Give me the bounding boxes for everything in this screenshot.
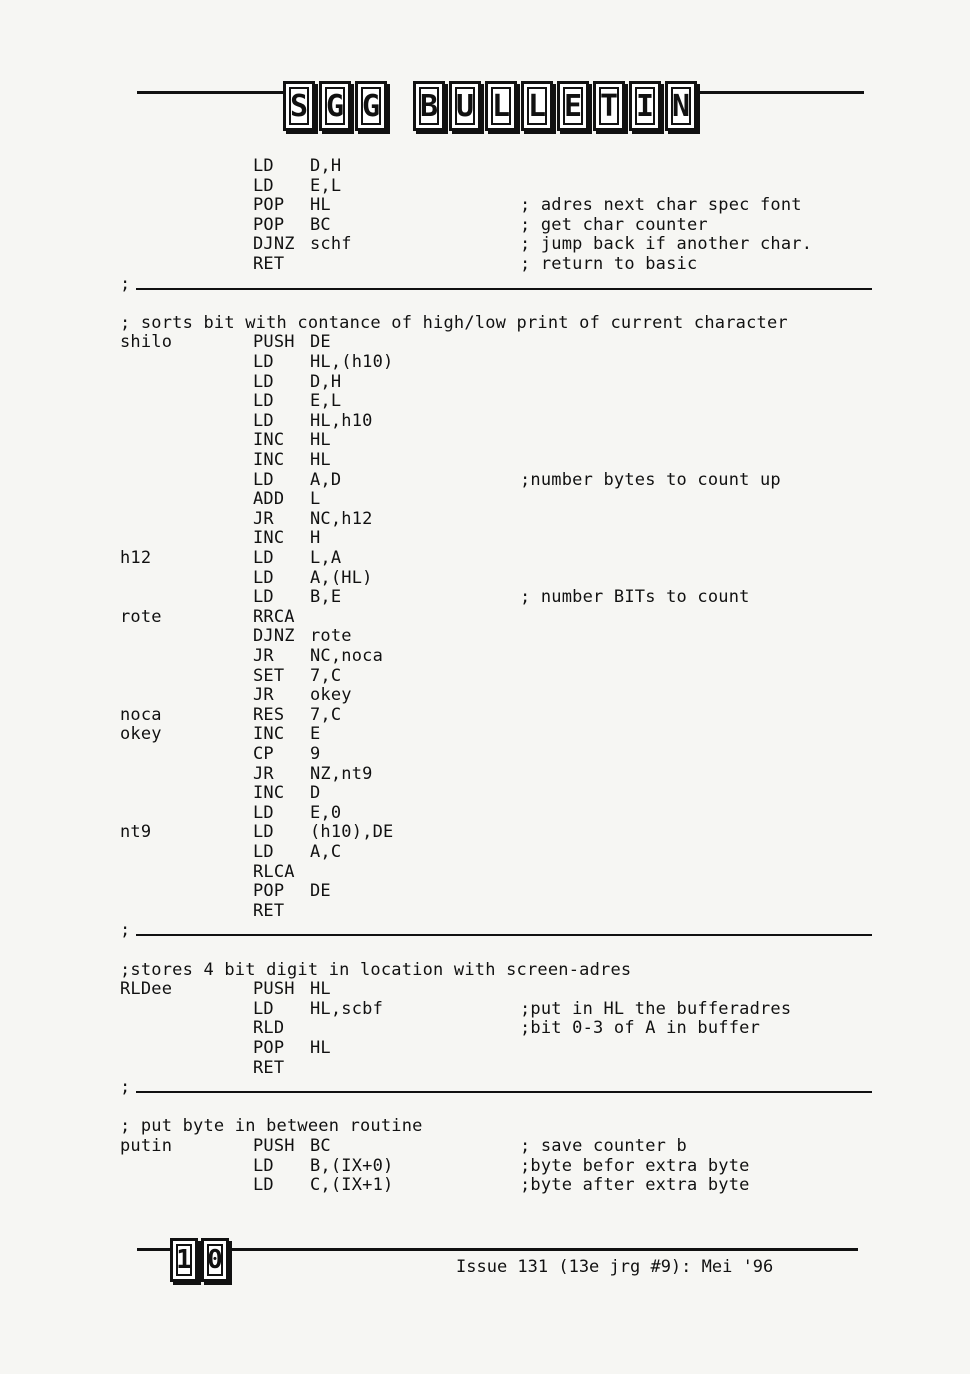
code-operand: D,H xyxy=(310,372,342,392)
separator-semicolon: ; xyxy=(120,1077,131,1097)
title-letter: L xyxy=(521,81,553,131)
code-label: nt9 xyxy=(120,822,152,842)
code-operand: 7,C xyxy=(310,705,342,725)
code-operand: HL xyxy=(310,979,331,999)
code-comment: ;put in HL the bufferadres xyxy=(520,999,792,1019)
section-separator xyxy=(120,1077,130,1097)
code-opcode: RRCA xyxy=(253,607,295,627)
code-opcode: LD xyxy=(253,470,274,490)
code-opcode: POP xyxy=(253,215,285,235)
code-opcode: LD xyxy=(253,176,274,196)
code-operand: L xyxy=(310,489,321,509)
title-letter: B xyxy=(413,81,445,131)
section-separator xyxy=(120,920,130,940)
title-letter: T xyxy=(593,81,625,131)
code-opcode: LD xyxy=(253,156,274,176)
code-opcode: RET xyxy=(253,901,285,921)
separator-rule xyxy=(136,934,872,936)
title-letter: E xyxy=(557,81,589,131)
code-opcode: LD xyxy=(253,803,274,823)
code-operand: C,(IX+1) xyxy=(310,1175,394,1195)
title-letter: G xyxy=(355,81,387,131)
header-rule-right xyxy=(668,91,864,94)
code-opcode: RLD xyxy=(253,1018,285,1038)
code-operand: 7,C xyxy=(310,666,342,686)
code-opcode: LD xyxy=(253,568,274,588)
code-opcode: INC xyxy=(253,528,285,548)
title-letter: U xyxy=(449,81,481,131)
code-operand: L,A xyxy=(310,548,342,568)
code-comment: ; return to basic xyxy=(520,254,698,274)
code-operand: rote xyxy=(310,626,352,646)
code-operand: HL,scbf xyxy=(310,999,384,1019)
section-comment: ;stores 4 bit digit in location with screen-adres xyxy=(120,960,632,980)
code-opcode: JR xyxy=(253,764,274,784)
code-operand: A,C xyxy=(310,842,342,862)
code-operand: D,H xyxy=(310,156,342,176)
title-letter: N xyxy=(665,81,697,131)
code-comment: ; jump back if another char. xyxy=(520,234,813,254)
code-opcode: JR xyxy=(253,646,274,666)
code-opcode: SET xyxy=(253,666,285,686)
separator-semicolon: ; xyxy=(120,274,131,294)
title-letter: G xyxy=(319,81,351,131)
title-letter: I xyxy=(629,81,661,131)
code-operand: D xyxy=(310,783,321,803)
code-operand: HL xyxy=(310,450,331,470)
code-operand: A,D xyxy=(310,470,342,490)
section-separator xyxy=(120,274,130,294)
code-label: rote xyxy=(120,607,162,627)
code-comment: ;number bytes to count up xyxy=(520,470,781,490)
header-rule-left xyxy=(137,91,285,94)
code-label: noca xyxy=(120,705,162,725)
code-operand: HL,h10 xyxy=(310,411,373,431)
code-opcode: PUSH xyxy=(253,979,295,999)
code-operand: okey xyxy=(310,685,352,705)
code-label: shilo xyxy=(120,332,173,352)
code-opcode: CP xyxy=(253,744,274,764)
code-opcode: LD xyxy=(253,548,274,568)
code-operand: H xyxy=(310,528,321,548)
code-opcode: LD xyxy=(253,372,274,392)
code-operand: NC,h12 xyxy=(310,509,373,529)
code-opcode: LD xyxy=(253,391,274,411)
footer-rule-right xyxy=(232,1248,858,1251)
bulletin-title xyxy=(283,78,697,134)
section-comment: ; sorts bit with contance of high/low print of current character xyxy=(120,313,788,333)
code-comment: ; get char counter xyxy=(520,215,708,235)
footer-rule-left xyxy=(137,1248,173,1251)
code-operand: B,E xyxy=(310,587,342,607)
code-operand: HL xyxy=(310,430,331,450)
code-comment: ; adres next char spec font xyxy=(520,195,802,215)
code-operand: B,(IX+0) xyxy=(310,1156,394,1176)
code-opcode: INC xyxy=(253,450,285,470)
code-operand: 9 xyxy=(310,744,321,764)
code-comment: ;byte after extra byte xyxy=(520,1175,750,1195)
code-opcode: PUSH xyxy=(253,1136,295,1156)
code-opcode: INC xyxy=(253,430,285,450)
code-label: okey xyxy=(120,724,162,744)
code-opcode: RET xyxy=(253,254,285,274)
code-operand: DE xyxy=(310,881,331,901)
code-opcode: INC xyxy=(253,783,285,803)
code-operand: E,0 xyxy=(310,803,342,823)
code-opcode: LD xyxy=(253,1175,274,1195)
section-comment: ; put byte in between routine xyxy=(120,1116,423,1136)
page-number xyxy=(170,1238,229,1282)
code-label: putin xyxy=(120,1136,173,1156)
separator-rule xyxy=(136,1091,872,1093)
code-opcode: LD xyxy=(253,842,274,862)
code-operand: HL xyxy=(310,195,331,215)
page-digit: 1 xyxy=(170,1238,198,1282)
issue-info: Issue 131 (13e jrg #9): Mei '96 xyxy=(456,1257,774,1277)
code-comment: ; save counter b xyxy=(520,1136,687,1156)
code-operand: HL,(h10) xyxy=(310,352,394,372)
code-operand: DE xyxy=(310,332,331,352)
code-opcode: LD xyxy=(253,1156,274,1176)
code-operand: A,(HL) xyxy=(310,568,373,588)
code-opcode: LD xyxy=(253,352,274,372)
code-operand: E xyxy=(310,724,321,744)
code-opcode: RES xyxy=(253,705,285,725)
code-opcode: ADD xyxy=(253,489,285,509)
separator-rule xyxy=(136,288,872,290)
code-label: h12 xyxy=(120,548,152,568)
title-letter: S xyxy=(283,81,315,131)
code-opcode: LD xyxy=(253,999,274,1019)
code-opcode: LD xyxy=(253,822,274,842)
code-operand: NC,noca xyxy=(310,646,384,666)
code-opcode: POP xyxy=(253,195,285,215)
code-operand: BC xyxy=(310,1136,331,1156)
code-opcode: JR xyxy=(253,685,274,705)
code-opcode: POP xyxy=(253,881,285,901)
code-opcode: LD xyxy=(253,587,274,607)
code-opcode: PUSH xyxy=(253,332,295,352)
code-comment: ;byte befor extra byte xyxy=(520,1156,750,1176)
code-operand: HL xyxy=(310,1038,331,1058)
code-opcode: DJNZ xyxy=(253,234,295,254)
code-operand: NZ,nt9 xyxy=(310,764,373,784)
code-opcode: LD xyxy=(253,411,274,431)
code-operand: E,L xyxy=(310,176,342,196)
code-operand: BC xyxy=(310,215,331,235)
code-comment: ; number BITs to count xyxy=(520,587,750,607)
code-operand: (h10),DE xyxy=(310,822,394,842)
code-label: RLDee xyxy=(120,979,173,999)
title-letter: L xyxy=(485,81,517,131)
page-digit: 0 xyxy=(201,1238,229,1282)
code-opcode: POP xyxy=(253,1038,285,1058)
code-opcode: JR xyxy=(253,509,274,529)
code-opcode: DJNZ xyxy=(253,626,295,646)
code-comment: ;bit 0-3 of A in buffer xyxy=(520,1018,761,1038)
code-operand: E,L xyxy=(310,391,342,411)
code-operand: schf xyxy=(310,234,352,254)
code-opcode: RLCA xyxy=(253,862,295,882)
code-opcode: RET xyxy=(253,1058,285,1078)
code-opcode: INC xyxy=(253,724,285,744)
separator-semicolon: ; xyxy=(120,920,131,940)
